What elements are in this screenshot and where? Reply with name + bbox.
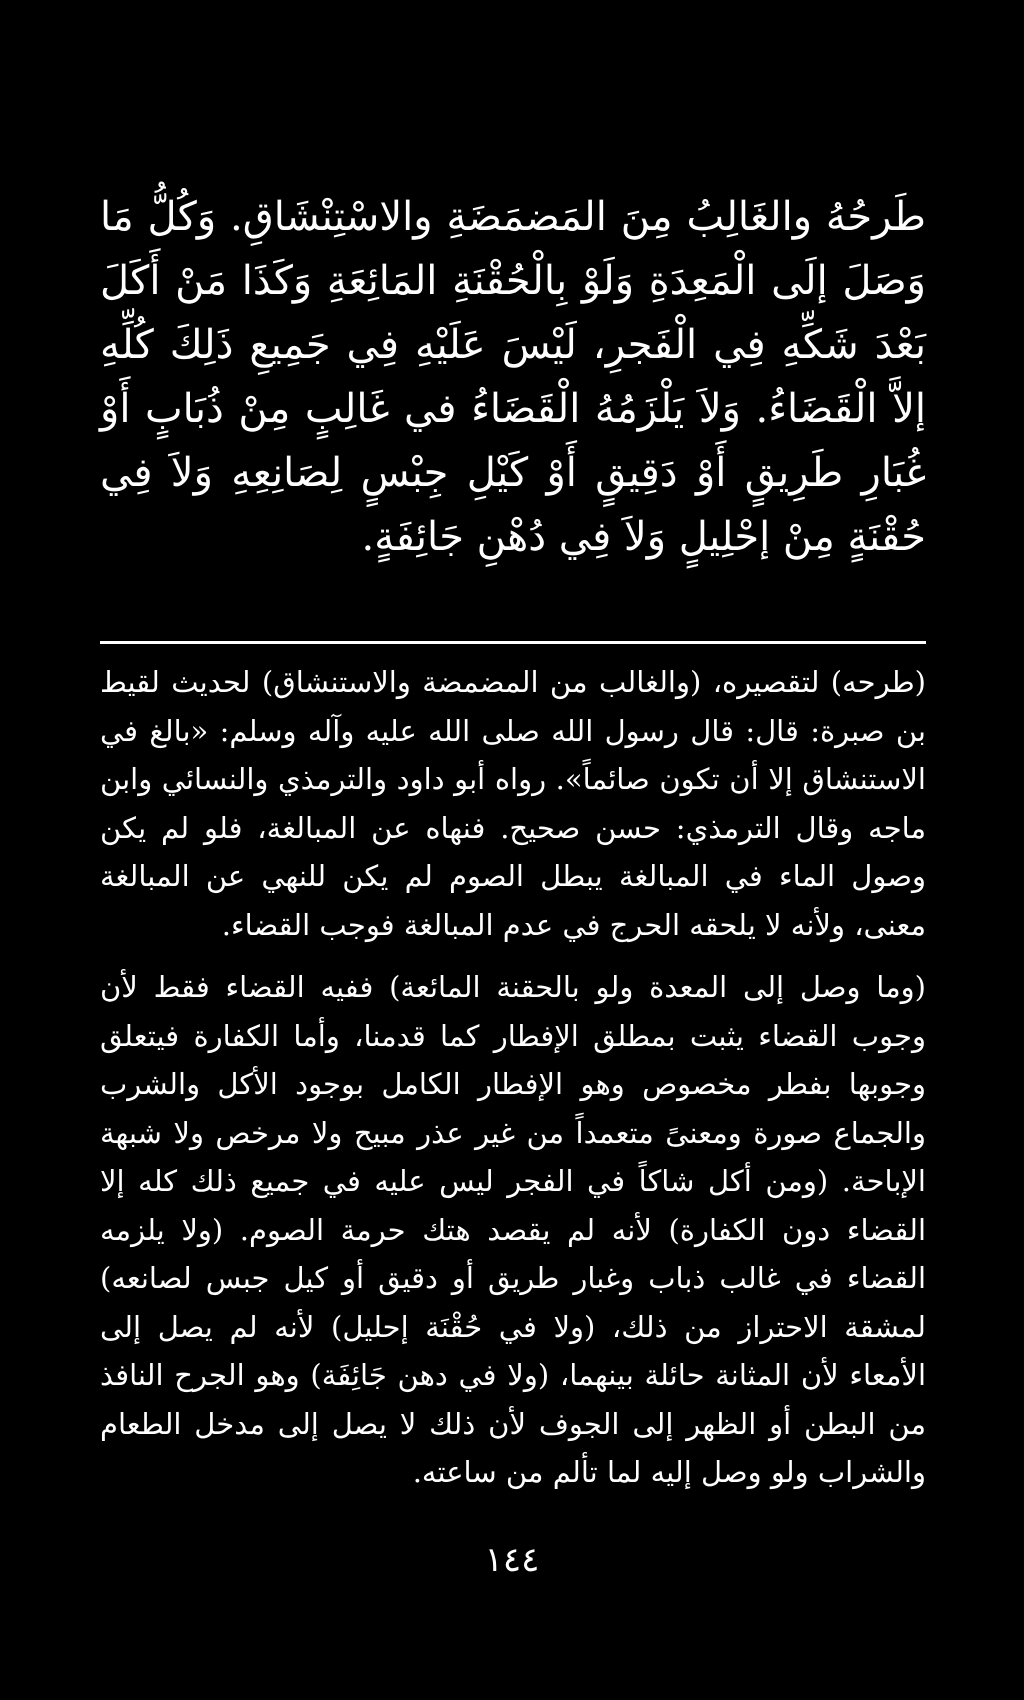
footnote-paragraph-2: (وما وصل إلى المعدة ولو بالحقنة المائعة) ففيه القضاء فقط لأن وجوب القضاء يثبت بمطلق الإفطار كما قدمنا، وأما الكفارة فيتعلق وجوبها بفطر مخصوص وهو الإفطار الكامل بوجود الأكل والشرب والجماع صورة ومعنىً متعمداً من غير عذر مبيح ولا مرخص ولا شبهة الإباحة. (ومن أكل شاكاً في الفجر ليس عليه في جميع ذلك كله إلا القضاء دون الكفارة) لأنه لم يقصد هتك حرمة الصوم. (ولا يلزمه القضاء في غالب ذباب وغبار طريق أو دقيق أو كيل جبس لصانعه) لمشقة الاحتراز من ذلك، (ولا في حُقْنَة إحليل) لأنه لم يصل إلى الأمعاء لأن المثانة حائلة بينهما، (ولا في دهن جَائِفَة) وهو الجرح النافذ من البطن أو الظهر إلى الجوف لأن ذلك لا يصل إلى مدخل الطعام والشراب ولو وصل إليه لما تألم من ساعته. [100, 970, 926, 1489]
page-number: ١٤٤ [484, 1540, 540, 1580]
main-text-block [100, 185, 926, 569]
footnote-paragraph-1: (طرحه) لتقصيره، (والغالب من المضمضة والاستنشاق) لحديث لقيط بن صبرة: قال: قال رسول الله صلى الله عليه وآله وسلم: «بالغ في الاستنشاق إلا أن تكون صائماً». رواه أبو داود والترمذي والنسائي وابن ماجه وقال الترمذي: حسن صحيح. فنهاه عن المبالغة، فلو لم يكن وصول الماء في المبالغة يبطل الصوم لم يكن للنهي عن المبالغة معنى، ولأنه لا يلحقه الحرج في عدم المبالغة فوجب القضاء. [100, 665, 926, 942]
footnotes-block [100, 658, 926, 1497]
main-paragraph: طَرحُهُ والغَالِبُ مِنَ المَضمَضَةِ والاسْتِنْشَاقِ. وَكُلُّ مَا وَصَلَ إلَى الْمَعِدَةِ وَلَوْ بِالْحُقْنَةِ المَائِعَةِ وَكَذَا مَنْ أَكَلَ بَعْدَ شَكِّهِ فِي الْفَجرِ، لَيْسَ عَلَيْهِ فِي جَمِيعِ ذَلِكَ كُلِّهِ إلاَّ الْقَضَاءُ. وَلاَ يَلْزَمُهُ الْقَضَاءُ في غَالِبٍ مِنْ ذُبَابٍ أَوْ غُبَارِ طَرِيقٍ أَوْ دَقِيقٍ أَوْ كَيْلِ جِبْسٍ لِصَانِعِهِ وَلاَ فِي حُقْنَةٍ مِنْ إحْلِيلٍ وَلاَ فِي دُهْنِ جَائِفَةٍ. [100, 194, 926, 560]
footnote-separator [100, 641, 926, 644]
